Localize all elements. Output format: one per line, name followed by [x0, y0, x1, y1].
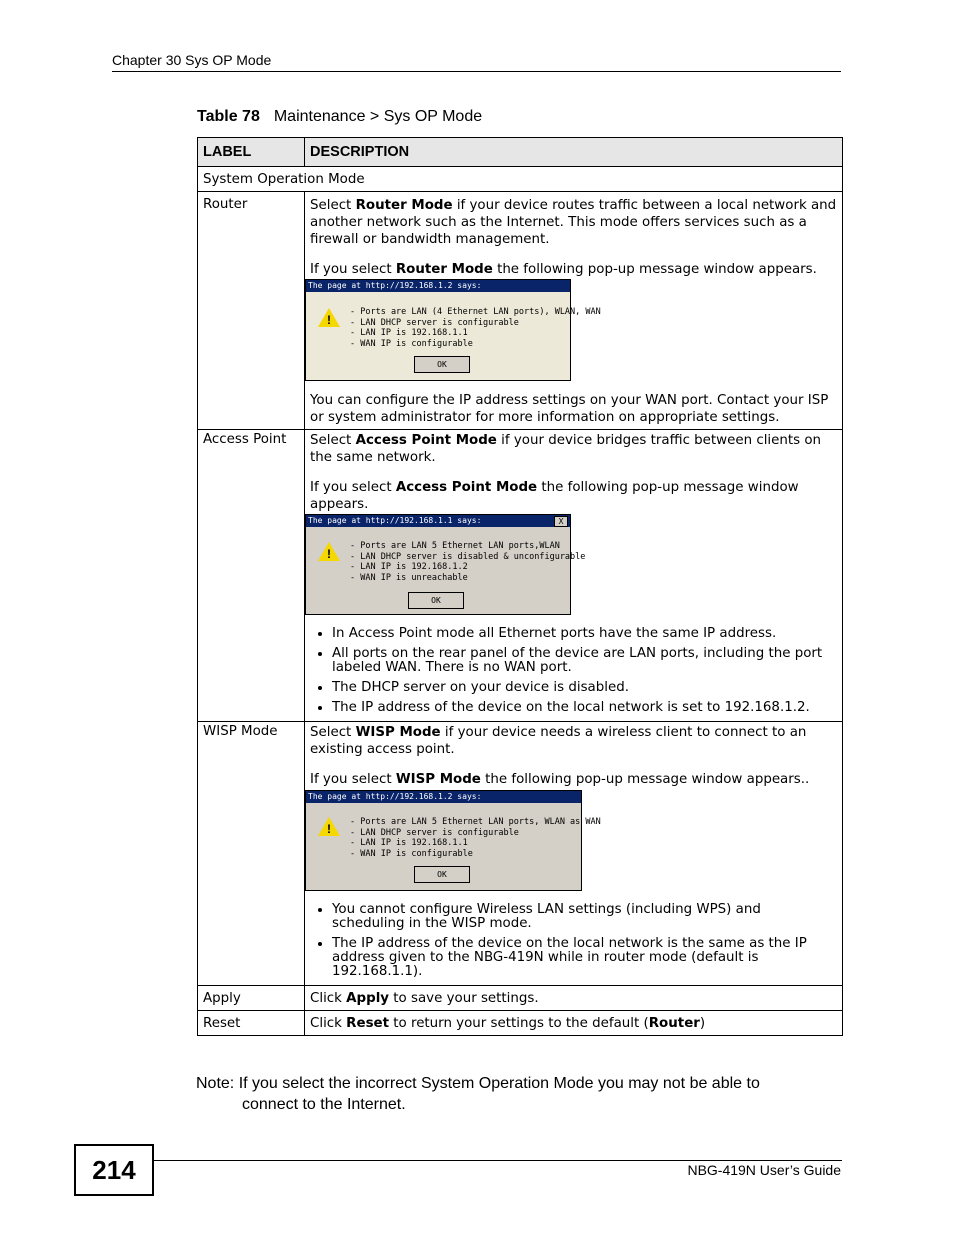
- close-icon[interactable]: X: [554, 516, 568, 527]
- label-column-header: LABEL: [198, 138, 305, 167]
- dialog-message: - Ports are LAN 5 Ethernet LAN ports, WLAN as WAN - LAN DHCP server is configurable - LAN IP is 192.168.1.1 - WAN IP is configurable: [350, 817, 601, 859]
- table-header-row: [198, 138, 843, 167]
- row-label-router: Router: [198, 192, 305, 430]
- guide-title: NBG-419N User’s Guide: [687, 1162, 841, 1178]
- list-item: • In Access Point mode all Ethernet ports have the same IP address.: [332, 627, 837, 641]
- table-row-access-point: [198, 430, 843, 722]
- dialog-message: - Ports are LAN 5 Ethernet LAN ports,WLAN - LAN DHCP server is disabled & unconfigurable - LAN IP is 192.168.1.2 - WAN IP is unreachable: [350, 541, 586, 583]
- note-line-2: connect to the Internet.: [242, 1096, 406, 1113]
- header-divider: [112, 71, 841, 72]
- dialog-title-bar: The page at http://192.168.1.2 says:: [306, 791, 581, 803]
- ap-bullet-list: [310, 627, 837, 715]
- table-title: Maintenance > Sys OP Mode: [273, 108, 483, 125]
- ap-popup-dialog: The page at http://192.168.1.1 says: X ! - Ports are LAN 5 Ethernet LAN ports,WLAN - LAN DHCP server is disabled & unconfigurable - LAN IP is 192.168.1.2 - WAN IP is unreachable OK: [305, 514, 571, 615]
- table-row-apply: [198, 986, 843, 1011]
- note-text: [196, 1073, 760, 1115]
- sys-op-mode-table: [197, 137, 843, 1036]
- dialog-ok-button[interactable]: OK: [408, 592, 464, 609]
- dialog-message: - Ports are LAN (4 Ethernet LAN ports), WLAN, WAN - LAN DHCP server is configurable - LAN IP is 192.168.1.1 - WAN IP is configurable: [350, 307, 601, 349]
- footer-divider: [152, 1160, 842, 1161]
- dialog-ok-button[interactable]: OK: [414, 866, 470, 883]
- table-caption: [197, 108, 482, 126]
- router-desc-3: You can configure the IP address settings on your WAN port. Contact your ISP or system administrator for more information on appropriate settings.: [310, 393, 829, 425]
- list-item: • You cannot configure Wireless LAN settings (including WPS) and scheduling in the WISP mode.: [332, 903, 837, 931]
- router-desc-2: If you select Router Mode the following pop-up message window appears.: [310, 262, 817, 277]
- row-label-reset: Reset: [198, 1011, 305, 1036]
- wisp-desc-1: Select WISP Mode if your device needs a wireless client to connect to an existing access point.: [310, 725, 807, 757]
- wisp-popup-dialog: The page at http://192.168.1.2 says: ! - Ports are LAN 5 Ethernet LAN ports, WLAN as WAN - LAN DHCP server is configurable - LAN IP is 192.168.1.1 - WAN IP is configurable OK: [305, 790, 582, 891]
- row-desc-apply: Click Apply to save your settings.: [305, 986, 843, 1011]
- list-item: • All ports on the rear panel of the device are LAN ports, including the port labeled WAN. There is no WAN port.: [332, 647, 837, 675]
- list-item: • The DHCP server on your device is disabled.: [332, 681, 837, 695]
- ap-desc-1: Select Access Point Mode if your device bridges traffic between clients on the same network.: [310, 433, 822, 465]
- router-popup-dialog: The page at http://192.168.1.2 says: ! - Ports are LAN (4 Ethernet LAN ports), WLAN, WAN - LAN DHCP server is configurable - LAN IP is 192.168.1.1 - WAN IP is configurable OK: [305, 279, 571, 381]
- row-label-apply: Apply: [198, 986, 305, 1011]
- table-row-reset: [198, 1011, 843, 1036]
- description-column-header: DESCRIPTION: [305, 138, 843, 167]
- page-number: 214: [74, 1144, 154, 1196]
- row-desc-router: [305, 192, 843, 430]
- dialog-ok-button[interactable]: OK: [414, 356, 470, 373]
- row-desc-access-point: [305, 430, 843, 722]
- table-row-wisp: [198, 722, 843, 986]
- wisp-bullet-list: [310, 903, 837, 979]
- section-title: System Operation Mode: [198, 167, 843, 192]
- row-desc-reset: Click Reset to return your settings to the default (Router): [305, 1011, 843, 1036]
- ap-desc-2: If you select Access Point Mode the following pop-up message window appears.: [310, 480, 799, 512]
- dialog-title-bar: The page at http://192.168.1.1 says:: [306, 515, 570, 527]
- table-number: Table 78: [197, 108, 260, 125]
- list-item: • The IP address of the device on the local network is set to 192.168.1.2.: [332, 701, 837, 715]
- router-desc-1: Select Router Mode if your device routes traffic between a local network and another network such as the Internet. This mode offers services such as a firewall or bandwidth management.: [310, 198, 837, 247]
- row-desc-wisp: [305, 722, 843, 986]
- row-label-access-point: Access Point: [198, 430, 305, 722]
- dialog-title-bar: The page at http://192.168.1.2 says:: [306, 280, 570, 292]
- section-row: [198, 167, 843, 192]
- wisp-desc-2: If you select WISP Mode the following pop-up message window appears..: [310, 772, 810, 787]
- note-line-1: Note: If you select the incorrect System Operation Mode you may not be able to: [196, 1075, 760, 1092]
- list-item: • The IP address of the device on the local network is the same as the IP address given to the NBG-419N while in router mode (default is 192.168.1.1).: [332, 937, 837, 979]
- chapter-header: Chapter 30 Sys OP Mode: [112, 52, 272, 68]
- table-row-router: [198, 192, 843, 430]
- row-label-wisp: WISP Mode: [198, 722, 305, 986]
